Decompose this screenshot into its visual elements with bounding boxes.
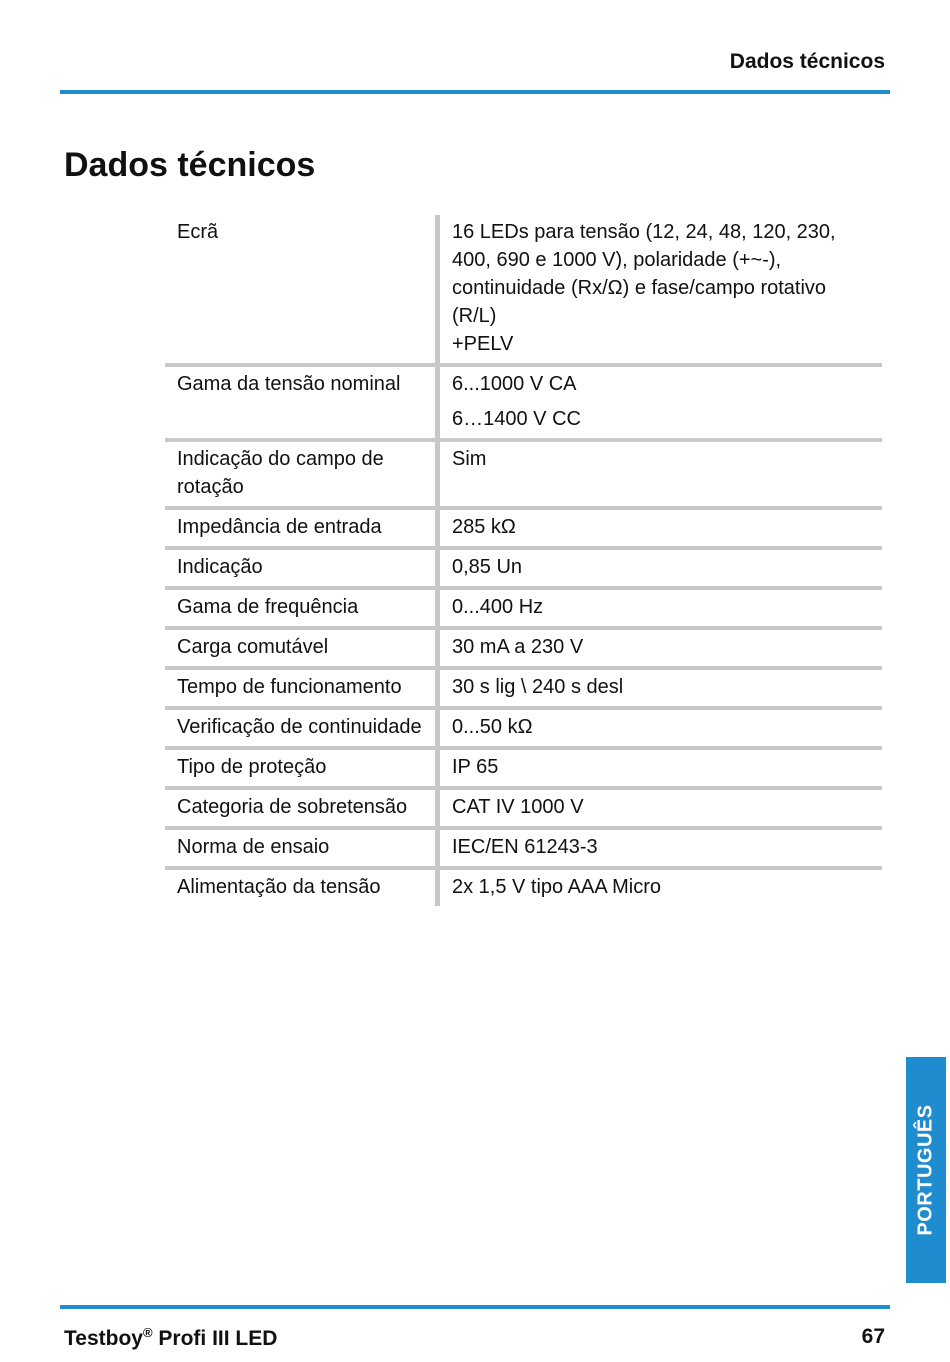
spec-value — [438, 748, 883, 788]
spec-value — [438, 365, 883, 440]
spec-value-line: 16 LEDs para tensão (12, 24, 48, 120, 230, 400, 690 e 1000 V), polaridade (+~-), continuidade (Rx/Ω) e fase/campo rotativo (R/L) — [452, 221, 836, 327]
spec-row — [165, 588, 882, 628]
spec-row — [165, 215, 882, 365]
spec-row — [165, 548, 882, 588]
spec-label: Carga comutável — [165, 628, 438, 668]
spec-value — [438, 628, 883, 668]
spec-row — [165, 440, 882, 508]
specs-table — [165, 215, 882, 906]
spec-label: Norma de ensaio — [165, 828, 438, 868]
page-title: Dados técnicos — [64, 146, 316, 184]
spec-value — [438, 548, 883, 588]
spec-label: Gama da tensão nominal — [165, 365, 438, 440]
spec-value — [438, 215, 883, 365]
spec-label: Categoria de sobretensão — [165, 788, 438, 828]
spec-value-line: IP 65 — [452, 756, 499, 778]
spec-row — [165, 708, 882, 748]
page-number: 67 — [861, 1325, 885, 1348]
spec-value-line: 0...50 kΩ — [452, 716, 533, 738]
spec-value-line: Sim — [452, 448, 487, 470]
spec-label: Indicação do campo de rotação — [165, 440, 438, 508]
spec-value-line: 6...1000 V CA — [452, 373, 577, 395]
footer-product — [64, 1325, 277, 1351]
spec-value — [438, 668, 883, 708]
spec-value-line: 30 mA a 230 V — [452, 636, 584, 658]
language-tab-label: PORTUGUÊS — [914, 1104, 937, 1236]
spec-value-line: 6…1400 V CC — [452, 408, 581, 430]
spec-value-line: 0,85 Un — [452, 556, 523, 578]
spec-row — [165, 788, 882, 828]
spec-row — [165, 365, 882, 440]
footer-rule — [60, 1305, 890, 1309]
spec-value — [438, 828, 883, 868]
spec-row — [165, 508, 882, 548]
header-rule — [60, 90, 890, 94]
spec-row — [165, 628, 882, 668]
spec-value-line: CAT IV 1000 V — [452, 796, 584, 818]
spec-label: Tipo de proteção — [165, 748, 438, 788]
spec-value-line: 30 s lig \ 240 s desl — [452, 676, 624, 698]
footer-model: Profi III LED — [152, 1327, 278, 1350]
language-tab — [906, 1057, 946, 1283]
spec-label: Verificação de continuidade — [165, 708, 438, 748]
running-header: Dados técnicos — [729, 50, 885, 73]
spec-label: Gama de frequência — [165, 588, 438, 628]
spec-label: Tempo de funcionamento — [165, 668, 438, 708]
spec-value — [438, 868, 883, 906]
spec-value-line: IEC/EN 61243-3 — [452, 836, 598, 858]
spec-row — [165, 868, 882, 906]
footer-brand: Testboy — [64, 1327, 143, 1350]
spec-value — [438, 440, 883, 508]
spec-value — [438, 788, 883, 828]
spec-value-line: 285 kΩ — [452, 516, 516, 538]
spec-row — [165, 668, 882, 708]
spec-label: Impedância de entrada — [165, 508, 438, 548]
spec-value-line: 0...400 Hz — [452, 596, 544, 618]
spec-value — [438, 588, 883, 628]
spec-value-line: +PELV — [452, 333, 514, 355]
spec-label: Alimentação da tensão — [177, 876, 381, 898]
registered-mark: ® — [142, 1325, 153, 1340]
spec-value — [438, 708, 883, 748]
spec-value — [438, 508, 883, 548]
spec-label: Ecrã — [165, 215, 438, 365]
spec-label: Indicação — [165, 548, 438, 588]
spec-row — [165, 748, 882, 788]
spec-value-line: 2x 1,5 V tipo AAA Micro — [452, 876, 661, 898]
spec-row — [165, 828, 882, 868]
